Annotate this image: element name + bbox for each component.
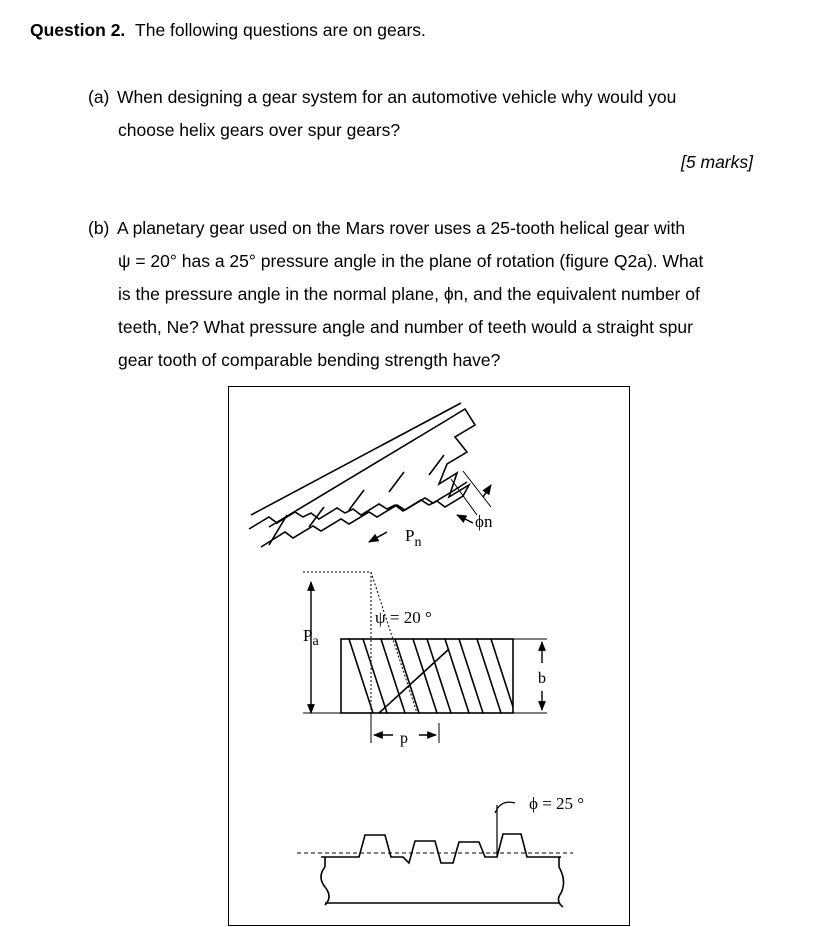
helix-tooth-line [395, 639, 419, 713]
part-b-label: (b) [88, 218, 110, 238]
part-b-line-2: ψ = 20° has a 25° pressure angle in the plane of rotation (figure Q2a). What [118, 251, 704, 271]
part-b-line-5: gear tooth of comparable bending strength have? [118, 350, 501, 370]
phi-n-arrow-right [483, 485, 491, 497]
rack-tooth-edge [389, 472, 404, 492]
marks-label: [5 marks] [681, 152, 753, 172]
part-a-label: (a) [88, 87, 110, 107]
rack-profile [321, 834, 561, 863]
part-b-line-1: A planetary gear used on the Mars rover uses a 25-tooth helical gear with [117, 218, 686, 238]
helix-tooth-line [459, 639, 483, 713]
pa-label: $P_a$ [303, 626, 319, 649]
inclined-rack [249, 403, 475, 547]
rack-tooth-edge [349, 490, 364, 510]
question-heading [30, 18, 426, 42]
question-intro: The following questions are on gears. [135, 20, 426, 40]
helix-teeth [349, 639, 513, 713]
rack-tooth-edge [429, 455, 444, 475]
question-number: Question 2. [30, 20, 126, 40]
rack-outline-upper [251, 403, 461, 515]
helix-tooth-line [413, 639, 437, 713]
part-b [88, 212, 768, 377]
gear-diagram [229, 387, 631, 927]
helical-top-view [303, 572, 547, 743]
part-a-line-1: When designing a gear system for an automotive vehicle why would you [117, 87, 677, 107]
phi-n-arrow-left [457, 515, 473, 523]
helix-angle-line [371, 572, 417, 713]
helix-tooth-line [381, 639, 405, 713]
phi-label: ϕ = 25 ° [529, 794, 585, 813]
psi-label: ψ = 20 ° [375, 608, 432, 627]
transverse-rack [297, 802, 573, 907]
pn-label: $P_n$ [405, 526, 422, 550]
gear-figure [228, 386, 630, 926]
helix-tooth-line [491, 639, 513, 707]
pn-arrow [369, 532, 387, 542]
pressure-angle-arc [495, 802, 515, 857]
part-a [88, 81, 768, 147]
phi-n-label: ϕn [475, 512, 493, 531]
helix-tooth-line [349, 639, 373, 713]
part-b-line-4: teeth, Ne? What pressure angle and number of teeth would a straight spur [118, 317, 693, 337]
helix-tooth-line [477, 639, 501, 713]
p-label: p [400, 730, 408, 747]
b-label: b [538, 670, 546, 687]
normal-pitch-line [379, 649, 449, 713]
part-b-line-3: is the pressure angle in the normal plane, ϕn, and the equivalent number of [118, 284, 700, 304]
rack-tooth-profile [249, 409, 475, 529]
part-a-line-2: choose helix gears over spur gears? [118, 120, 401, 140]
rack-base [321, 867, 564, 907]
helix-tooth-line [363, 639, 387, 713]
